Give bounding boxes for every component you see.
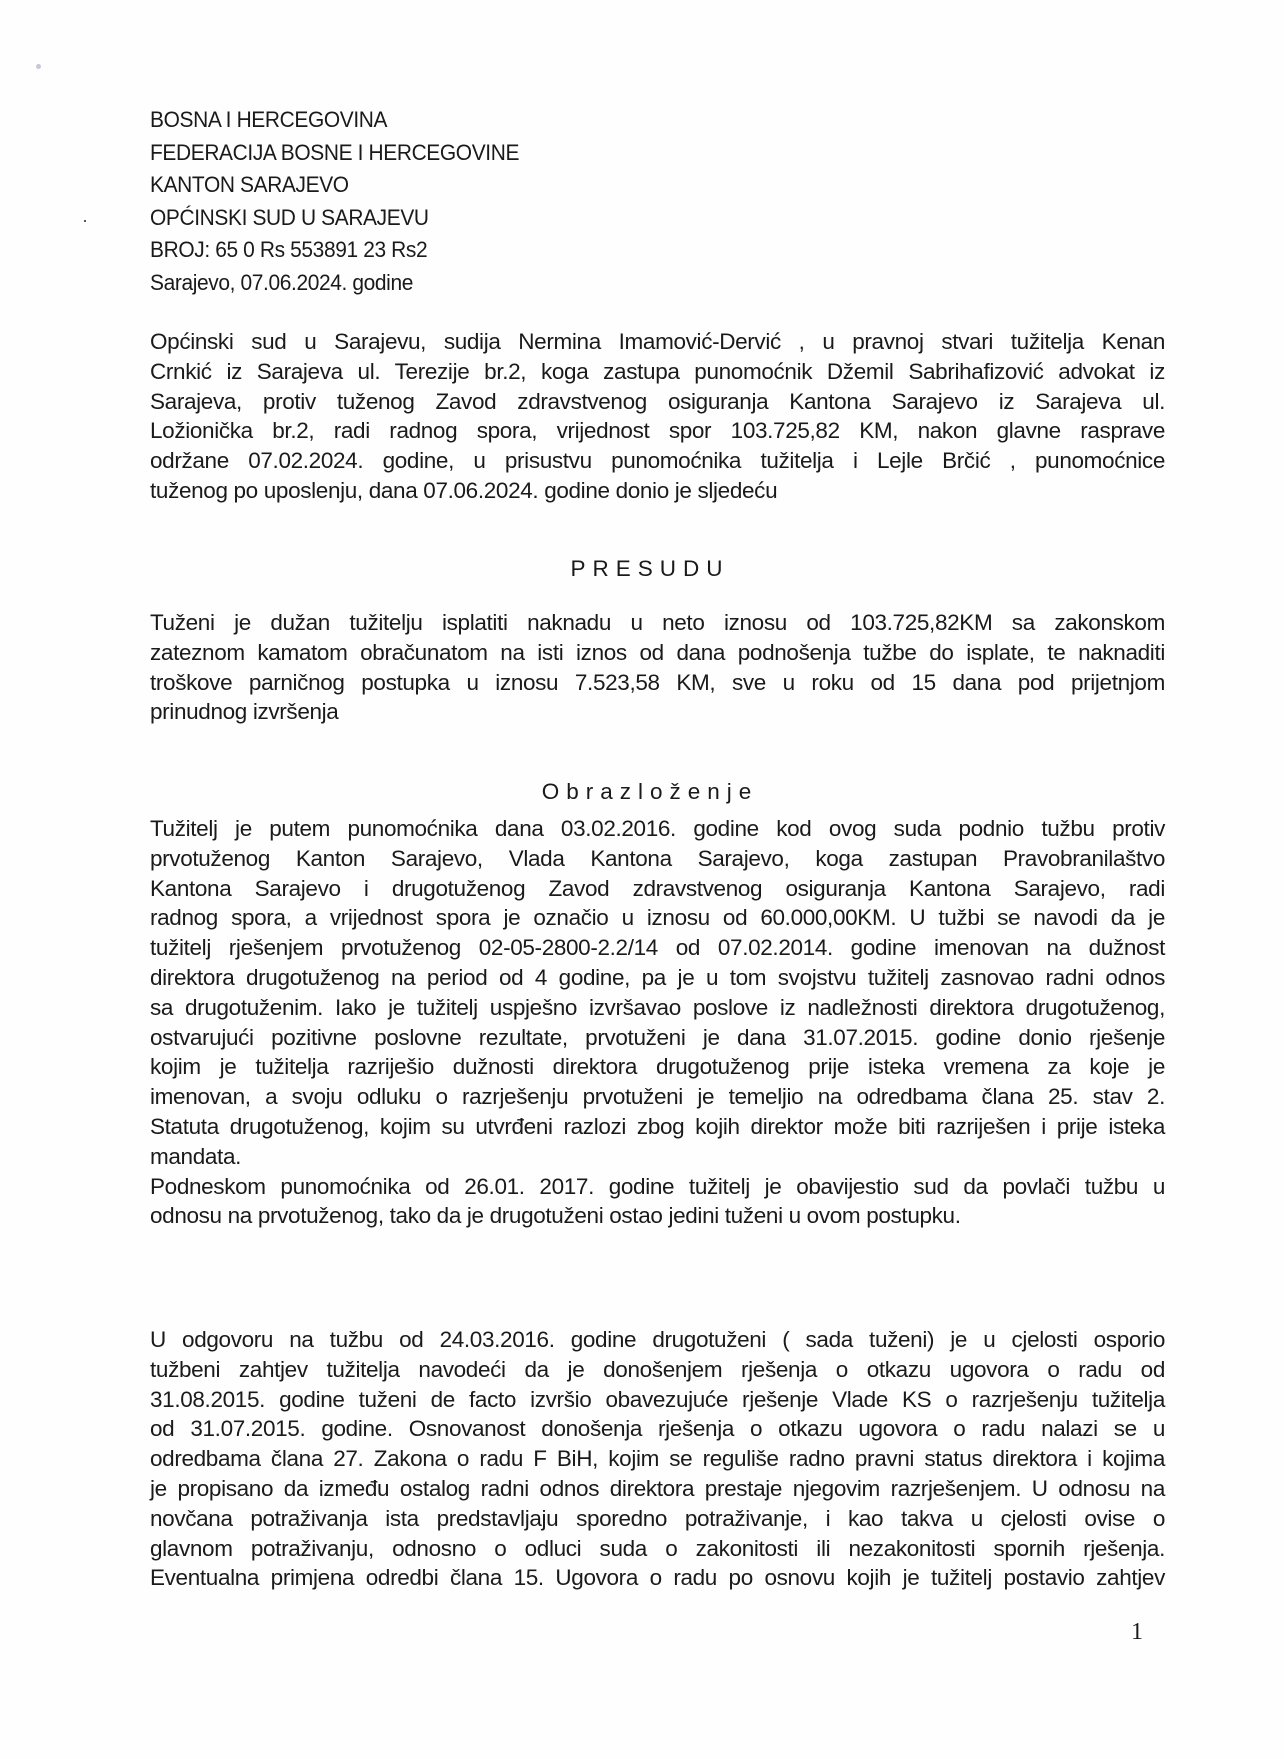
text-line: Tuženi je dužan tužitelju isplatiti naknadu u neto iznosu od 103.725,82KM sa zakonskom (150, 610, 1165, 635)
text-line: odnosu na prvotuženog, tako da je drugotuženi ostao jedini tuženi u ovom postupku. (150, 1203, 961, 1229)
text-line: tužitelj rješenjem prvotuženog 02-05-2800-2.2/14 od 07.02.2014. godine imenovan na dužnost (150, 935, 1165, 961)
text-line: kojim je tužitelja razriješio dužnosti direktora drugotuženog prije isteka vremena za koje je (150, 1054, 1165, 1080)
header-court: OPĆINSKI SUD U SARAJEVU (150, 204, 429, 230)
scan-speck (84, 220, 86, 222)
answer-paragraph (150, 1325, 1165, 1593)
header-case-number: BROJ: 65 0 Rs 553891 23 Rs2 (150, 237, 428, 262)
text-line: Eventualna primjena odredbi člana 15. Ugovora o radu po osnovu kojih je tužitelj postavio zahtjev (150, 1565, 1165, 1591)
text-line: U odgovoru na tužbu od 24.03.2016. godine drugotuženi ( sada tuženi) je u cjelosti osporio (150, 1327, 1165, 1352)
scan-speck (36, 64, 41, 69)
text-line: Crnkić iz Sarajeva ul. Terezije br.2, koga zastupa punomoćnik Džemil Sabrihafizović advokat iz (150, 358, 1165, 384)
text-line: novčana potraživanja ista predstavljaju sporedno potraživanje, i kao takva u cjelosti ovise o (150, 1505, 1165, 1531)
text-line: glavnom potraživanju, odnosno o odluci suda o zakonitosti ili nezakonitosti spornih rješenja. (150, 1535, 1165, 1561)
header-canton: KANTON SARAJEVO (150, 172, 349, 197)
text-line: radnog spora, a vrijednost spora je označio u iznosu od 60.000,00KM. U tužbi se navodi da je (150, 905, 1165, 931)
intro-paragraph (150, 327, 1165, 506)
text-line: sa drugotuženim. Iako je tužitelj uspješno izvršavao poslove iz nadležnosti direktora drugotuženog, (150, 994, 1165, 1020)
text-line: 31.08.2015. godine tuženi de facto izvršio obavezujuće rješenje Vlade KS o razrješenju tužitelja (150, 1386, 1165, 1412)
text-line: održane 07.02.2024. godine, u prisustvu punomoćnika tužitelja i Lejle Brčić , punomoćnice (150, 448, 1165, 474)
header-federation: FEDERACIJA BOSNE I HERCEGOVINE (150, 139, 520, 165)
text-line: od 31.07.2015. godine. Osnovanost donošenja rješenja o otkazu ugovora o radu nalazi se u (150, 1416, 1165, 1442)
text-line: tuženog po uposlenju, dana 07.06.2024. godine donio je sljedeću (150, 477, 778, 503)
text-line: zateznom kamatom obračunatom na isti iznos od dana podnošenja tužbe do isplate, te naknaditi (150, 639, 1165, 665)
text-line: mandata. (150, 1143, 242, 1169)
text-line: Sarajeva, protiv tuženog Zavod zdravstvenog osiguranja Kantona Sarajevo iz Sarajeva ul. (150, 388, 1165, 414)
text-line: Podneskom punomoćnika od 26.01. 2017. godine tužitelj je obavijestio sud da povlači tužbu u (150, 1173, 1165, 1199)
text-line: ostvarujući pozitivne poslovne rezultate, prvotuženi je dana 31.07.2015. godine donio rješenje (150, 1024, 1165, 1050)
text-line: Kantona Sarajevo i drugotuženog Zavod zdravstvenog osiguranja Kantona Sarajevo, radi (150, 875, 1165, 901)
text-line: Tužitelj je putem punomoćnika dana 03.02.2016. godine kod ovog suda podnio tužbu protiv (150, 816, 1165, 841)
verdict-paragraph (150, 608, 1165, 727)
text-line: prinudnog izvršenja (150, 699, 339, 725)
text-line: Ložionička br.2, radi radnog spora, vrijednost spor 103.725,82 KM, nakon glavne rasprave (150, 418, 1165, 444)
text-line: troškove parničnog postupka u iznosu 7.523,58 KM, sve u roku od 15 dana pod prijetnjom (150, 669, 1165, 695)
verdict-heading: PRESUDU (570, 556, 730, 581)
text-line: imenovan, a svoju odluku o razrješenju prvotuženi je temeljio na odredbama člana 25. stav 2. (150, 1084, 1165, 1110)
text-line: direktora drugotuženog na period od 4 godine, pa je u tom svojstvu tužitelj zasnovao radni odnos (150, 964, 1165, 990)
court-header (150, 104, 519, 299)
text-line: Statuta drugotuženog, kojim su utvrđeni razlozi zbog kojih direktor može biti razriješen i prije isteka (150, 1113, 1165, 1139)
page-number: 1 (1131, 1619, 1143, 1645)
reasoning-heading: Obrazloženje (541, 779, 759, 804)
reasoning-paragraph (150, 814, 1165, 1231)
text-line: je propisano da između ostalog radni odnos direktora prestaje njegovim razrješenjem. U odnosu na (150, 1475, 1165, 1501)
text-line: tužbeni zahtjev tužitelja navodeći da je donošenjem rješenja o otkazu ugovora o radu od (150, 1356, 1165, 1382)
header-country: BOSNA I HERCEGOVINA (150, 107, 388, 132)
text-line: odredbama člana 27. Zakona o radu F BiH, kojim se reguliše radno pravni status direktora i kojima (150, 1446, 1165, 1472)
header-date: Sarajevo, 07.06.2024. godine (150, 269, 414, 295)
text-line: prvotuženog Kanton Sarajevo, Vlada Kantona Sarajevo, koga zastupan Pravobranilaštvo (150, 845, 1165, 871)
text-line: Općinski sud u Sarajevu, sudija Nermina Imamović-Dervić , u pravnoj stvari tužitelja Kenan (150, 329, 1165, 354)
